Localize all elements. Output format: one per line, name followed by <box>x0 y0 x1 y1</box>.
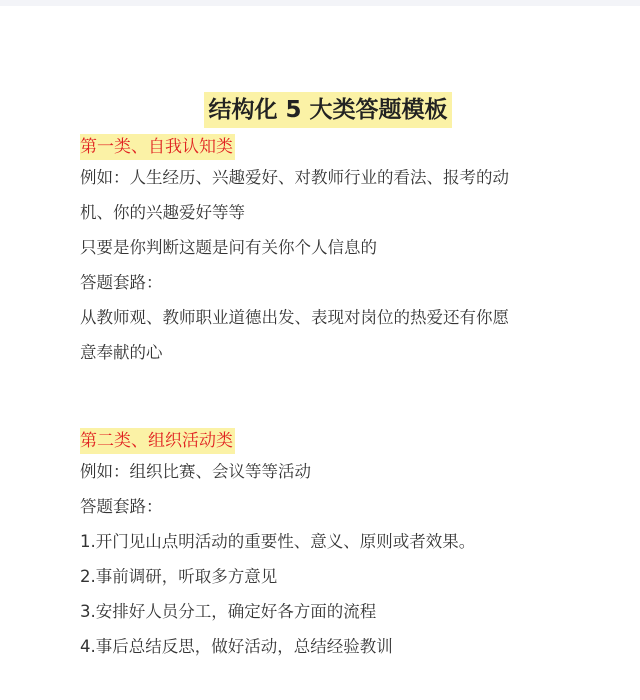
section-self-awareness <box>80 132 600 370</box>
example-line: 例如：组织比赛、会议等等活动 <box>80 462 311 481</box>
document-title: 结构化 5 大类答题模板 <box>204 92 451 128</box>
section-heading-2: 第二类、组织活动类 <box>80 428 235 454</box>
judge-line: 只要是你判断这题是问有关你个人信息的 <box>80 238 377 257</box>
step-4: 4.事后总结反思，做好活动，总结经验教训 <box>80 637 393 656</box>
example-line-2: 机、你的兴趣爱好等等 <box>80 203 245 222</box>
step-3: 3.安排好人员分工，确定好各方面的流程 <box>80 602 377 621</box>
step-1: 1.开门见山点明活动的重要性、意义、原则或者效果。 <box>80 532 476 551</box>
section-organize-activity <box>80 426 600 664</box>
top-strip <box>0 0 640 6</box>
example-line-1: 例如：人生经历、兴趣爱好、对教师行业的看法、报考的动 <box>80 168 509 187</box>
section-heading-1: 第一类、自我认知类 <box>80 134 235 160</box>
section-gap <box>80 370 600 426</box>
step-2: 2.事前调研，听取多方意见 <box>80 567 278 586</box>
routine-line-2: 意奉献的心 <box>80 343 163 362</box>
document-body <box>80 92 600 664</box>
routine-label-2: 答题套路： <box>80 497 163 516</box>
routine-line-1: 从教师观、教师职业道德出发、表现对岗位的热爱还有你愿 <box>80 308 509 327</box>
title-wrap <box>68 92 588 132</box>
routine-label-1: 答题套路： <box>80 273 163 292</box>
